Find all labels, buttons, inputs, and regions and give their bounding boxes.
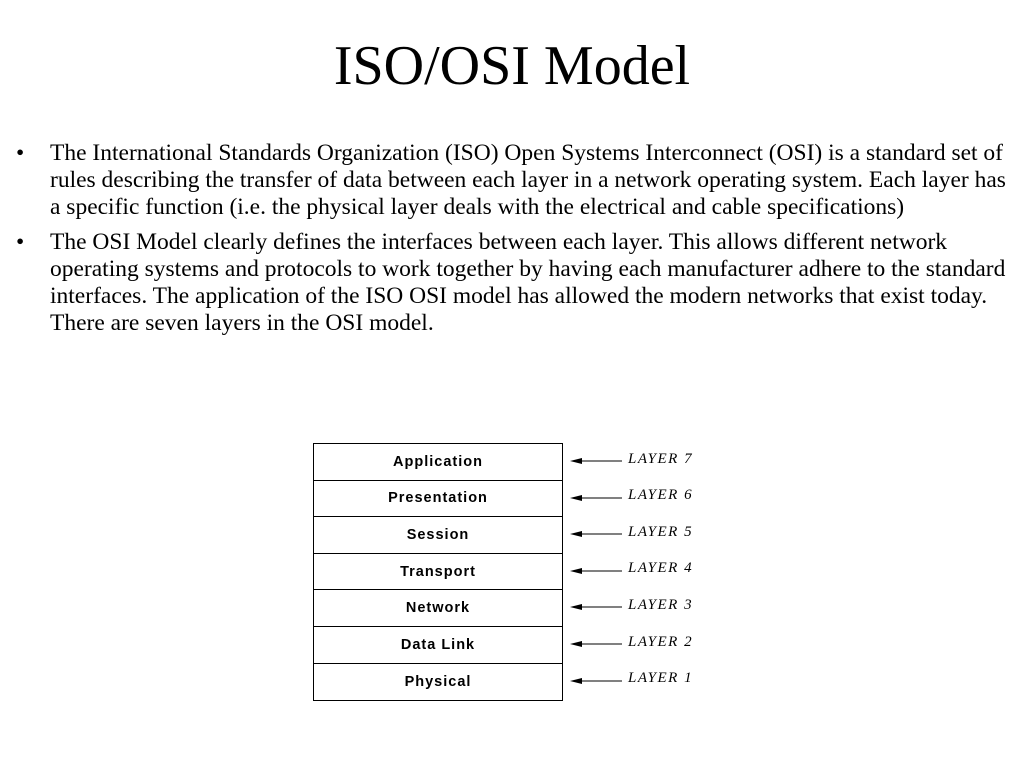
layer-box-network: Network: [314, 590, 562, 627]
left-arrow-icon: [570, 566, 628, 576]
left-arrow-icon: [570, 602, 628, 612]
layer-tag-7: [570, 443, 693, 479]
layer-box-session: Session: [314, 517, 562, 554]
layer-tag-5: [570, 516, 693, 552]
bullet-text: The International Standards Organization (ISO) Open Systems Interconnect (OSI) is a standard set of rules describing the transfer of data between each layer in a network operating system. Each layer has a specific function (i.e. the physical layer deals with the electrical and cable specifications): [50, 140, 1006, 221]
layer-box-transport: Transport: [314, 554, 562, 591]
bullet-item: [16, 229, 1016, 338]
layer-tag-4: [570, 553, 693, 589]
bullet-marker: •: [16, 228, 25, 255]
bullet-text: The OSI Model clearly defines the interfaces between each layer. This allows different network operating systems and protocols to work together by having each manufacturer adhere to the standard interfaces. The application of the ISO OSI model has allowed the modern networks that exist today. There are seven layers in the OSI model.: [50, 228, 1006, 337]
layer-tag-3: [570, 589, 693, 625]
layer-tag-2: [570, 626, 693, 662]
osi-layer-diagram: [313, 443, 713, 703]
left-arrow-icon: [570, 456, 628, 466]
left-arrow-icon: [570, 529, 628, 539]
layer-box-presentation: Presentation: [314, 481, 562, 518]
left-arrow-icon: [570, 639, 628, 649]
bullet-marker: •: [16, 140, 25, 166]
layer-label: LAYER 2: [628, 633, 694, 650]
layer-box-application: Application: [314, 444, 562, 481]
left-arrow-icon: [570, 493, 628, 503]
layer-tag-6: [570, 480, 693, 516]
layer-label: LAYER 1: [628, 670, 694, 687]
bullet-item: [16, 140, 1016, 222]
layer-stack: [313, 443, 563, 701]
layer-label: LAYER 3: [628, 596, 694, 613]
layer-tag-1: [570, 663, 693, 699]
slide-title: ISO/OSI Model: [333, 35, 691, 97]
layer-box-physical: Physical: [404, 673, 472, 690]
bullet-list: [16, 140, 1016, 344]
layer-label: LAYER 6: [628, 487, 694, 504]
left-arrow-icon: [570, 676, 628, 686]
layer-box-data-link: Data Link: [314, 627, 562, 664]
layer-label: LAYER 5: [628, 523, 694, 540]
layer-label: LAYER 7: [628, 450, 694, 467]
layer-label: LAYER 4: [628, 560, 694, 577]
